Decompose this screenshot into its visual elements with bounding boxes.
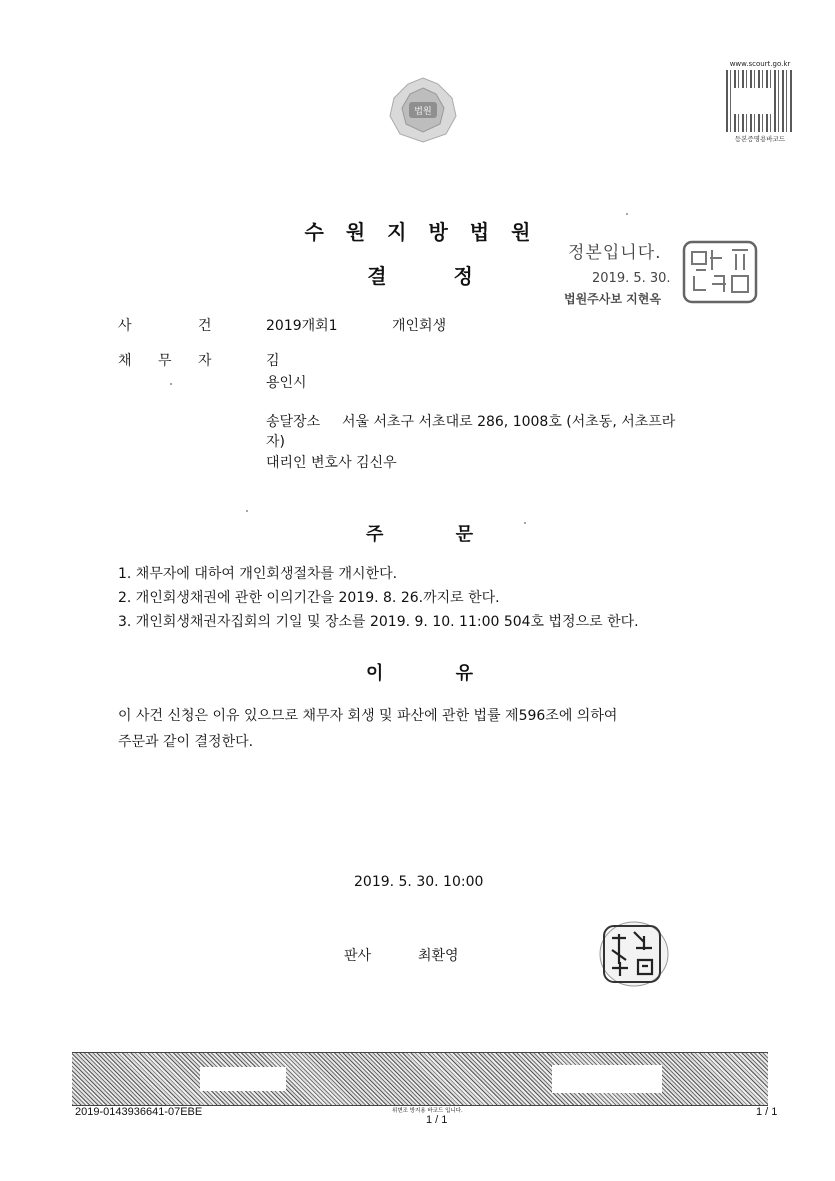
redaction-mask: [200, 1067, 286, 1091]
svg-text:법원: 법원: [414, 107, 432, 117]
scan-speck: [246, 510, 248, 512]
reason-text-line2: 주문과 같이 결정한다.: [118, 734, 254, 750]
debtor-label: 채 무 자: [118, 353, 212, 369]
delivery-address-line1: 서울 서초구 서초대로 286, 1008호 (서초동, 서초프라: [342, 414, 676, 430]
certified-copy-officer: 법원주사보 지현옥: [564, 292, 661, 306]
certified-copy-stamp: 정본입니다.: [568, 243, 662, 263]
verification-qr-block: [722, 60, 798, 144]
order-item: 2. 개인회생채권에 관한 이의기간을 2019. 8. 26.까지로 한다.: [118, 590, 500, 606]
reason-heading: 이 유: [366, 663, 474, 684]
judge-seal-stamp-icon: [594, 918, 672, 990]
delivery-label: 송달장소: [266, 414, 321, 430]
case-type: 개인회생: [392, 318, 447, 334]
court-emblem-logo: [386, 76, 460, 144]
anti-forgery-barcode: [72, 1052, 768, 1106]
redaction-mask: [552, 1065, 662, 1093]
qr-url-text: www.scourt.go.kr: [729, 60, 791, 68]
debtor-city: 용인시: [266, 375, 307, 391]
certified-copy-date: 2019. 5. 30.: [592, 271, 671, 286]
court-name: 수원지방법원: [304, 220, 553, 244]
redaction-mask: [732, 88, 772, 114]
document-title: 결 정: [367, 264, 473, 288]
court-seal-stamp-icon: [680, 240, 760, 304]
order-heading: 주 문: [366, 524, 474, 545]
qr-caption: 등본증명용바코드: [734, 135, 786, 143]
case-number: 2019개회1: [266, 318, 338, 334]
page-number-right: 1 / 1: [756, 1106, 778, 1118]
judge-title: 판사: [344, 948, 372, 964]
page-number-center: 1 / 1: [426, 1114, 448, 1126]
scan-speck: [524, 522, 526, 524]
debtor-name: 김: [266, 353, 280, 369]
legal-agent: 대리인 변호사 김신우: [266, 455, 397, 471]
scan-speck: [626, 213, 628, 215]
order-item: 3. 개인회생채권자집회의 기일 및 장소를 2019. 9. 10. 11:00 504호 법정으로 한다.: [118, 614, 639, 630]
delivery-address-line2: 자): [266, 434, 285, 450]
scan-speck: [170, 383, 172, 385]
barcode-note: 위변조 방지용 바코드 입니다.: [392, 1108, 463, 1114]
reason-text-line1: 이 사건 신청은 이유 있으므로 채무자 회생 및 파산에 관한 법률 제596조에 의하여: [118, 708, 618, 724]
case-label: 사 건: [118, 318, 212, 334]
order-item: 1. 채무자에 대하여 개인회생절차를 개시한다.: [118, 566, 398, 582]
judge-name: 최환영: [418, 948, 459, 964]
document-id: 2019-0143936641-07EBE: [75, 1106, 203, 1118]
decision-datetime: 2019. 5. 30. 10:00: [354, 874, 484, 890]
